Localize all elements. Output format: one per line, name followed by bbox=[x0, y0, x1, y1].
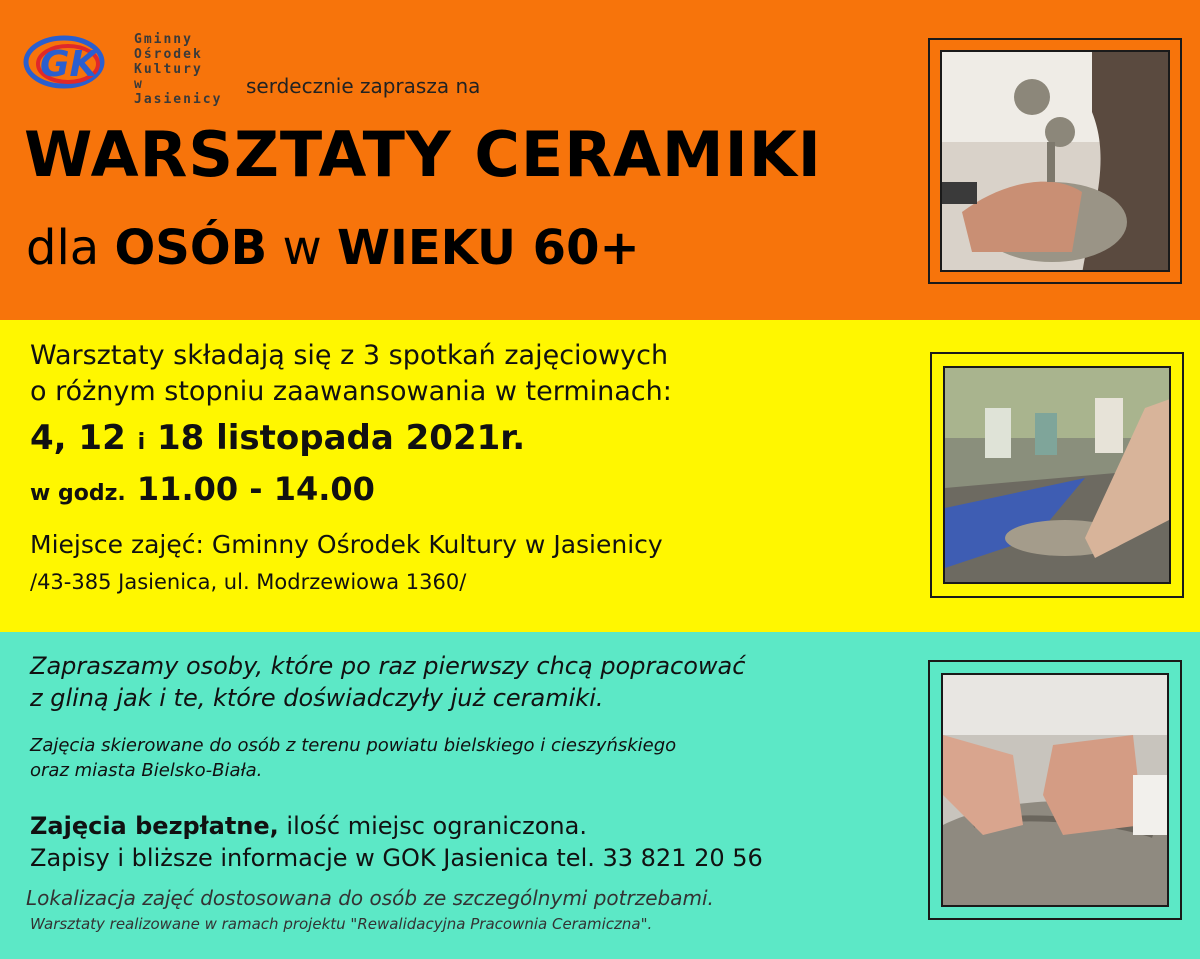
project-note: Warsztaty realizowane w ramach projektu "Rewalidacyjna Pracownia Ceramiczna". bbox=[30, 915, 653, 933]
invite-line-1: Zapraszamy osoby, które po raz pierwszy chcą popracować bbox=[30, 652, 746, 680]
workshop-address: /43-385 Jasienica, ul. Modrzewiowa 1360/ bbox=[30, 570, 467, 594]
page-title: WARSZTATY CERAMIKI bbox=[24, 118, 822, 191]
logo-line-2: Ośrodek bbox=[134, 47, 203, 62]
subtitle-pre: dla bbox=[26, 220, 115, 276]
free-line bbox=[30, 810, 763, 842]
invite-line-2: z gliną jak i te, które doświadczyły już ceramiki. bbox=[30, 684, 604, 712]
subtitle-bold-2: WIEKU 60+ bbox=[337, 220, 640, 276]
subtitle-bold-1: OSÓB bbox=[114, 220, 268, 276]
free-bold: Zajęcia bezpłatne, bbox=[30, 812, 279, 840]
logo-line-3: Kultury bbox=[134, 62, 203, 77]
registration-info bbox=[30, 810, 763, 874]
target-line-1: Zajęcia skierowane do osób z terenu powiatu bielskiego i cieszyńskiego bbox=[30, 735, 677, 756]
contact-line: Zapisy i bliższe informacje w GOK Jasienica tel. 33 821 20 56 bbox=[30, 844, 763, 872]
details-line-1: Warsztaty składają się z 3 spotkań zajęciowych bbox=[30, 340, 669, 371]
workshop-dates bbox=[30, 418, 525, 458]
logo-monogram: GK bbox=[40, 44, 98, 85]
page-subtitle bbox=[26, 220, 640, 276]
dates-conjunction: i bbox=[137, 430, 146, 455]
accessibility-note: Lokalizacja zajęć dostosowana do osób ze szczególnymi potrzebami. bbox=[26, 886, 714, 910]
hours-value: 11.00 - 14.00 bbox=[125, 470, 375, 508]
details-intro bbox=[30, 338, 672, 410]
invitation-text bbox=[30, 650, 745, 714]
photo-clay-modelling bbox=[941, 673, 1169, 907]
subtitle-mid: w bbox=[267, 220, 338, 276]
gok-logo-mark bbox=[22, 32, 132, 96]
target-audience bbox=[30, 733, 676, 783]
logo-text bbox=[134, 32, 237, 107]
workshop-place: Miejsce zajęć: Gminny Ośrodek Kultury w Jasienicy bbox=[30, 530, 663, 559]
logo-line-4: w Jasienicy bbox=[134, 77, 223, 107]
photo-ceramic-sculpting bbox=[940, 50, 1170, 272]
hours-prefix: w godz. bbox=[30, 481, 126, 506]
dates-part-a: 4, 12 bbox=[30, 418, 138, 458]
photo-pottery-tools bbox=[943, 366, 1171, 584]
tagline: serdecznie zaprasza na bbox=[246, 74, 481, 98]
free-rest: ilość miejsc ograniczona. bbox=[278, 812, 587, 840]
dates-part-b: 18 listopada 2021r. bbox=[145, 418, 526, 458]
workshop-hours bbox=[30, 470, 375, 508]
gok-logo bbox=[22, 32, 237, 107]
target-line-2: oraz miasta Bielsko-Biała. bbox=[30, 760, 263, 781]
details-line-2: o różnym stopniu zaawansowania w terminach: bbox=[30, 376, 672, 407]
logo-line-1: Gminny bbox=[134, 32, 193, 47]
